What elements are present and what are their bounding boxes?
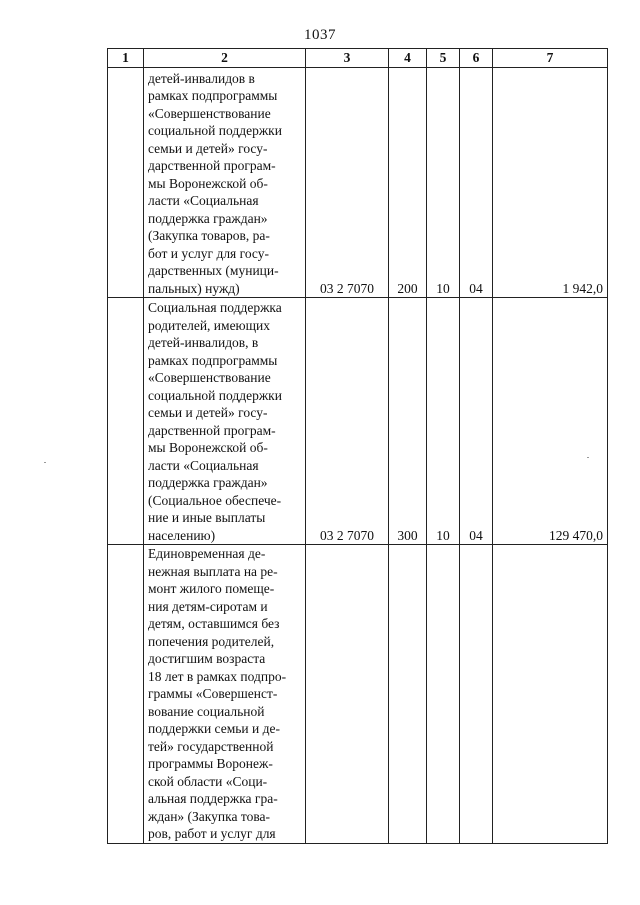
header-col-6: 6 [460, 49, 493, 68]
description-text: Единовременная де- нежная выплата на ре- монт жилого помеще- ния детям-сиротам и детям, оставшимся без попечения родителей, достигшим возраста 18 лет в рамках подпро- граммы «Совершенст- вование социальной поддержки семьи и де- тей» государственной программы Воронеж- ской области «Соци- альная поддержка гра- ждан» (Закупка това- ров, работ и услуг для [148, 546, 287, 841]
table-row [108, 68, 608, 298]
budget-table [107, 48, 608, 844]
description-text: Социальная поддержка родителей, имеющих детей-инвалидов, в рамках подпрограммы «Совершенствование социальной поддержки семьи и детей» госу- дарственной програм- мы Воронежской об- ласти «Социальная поддержка граждан» (Социальное обеспече- ние и иные выплаты населению) [148, 300, 282, 543]
description-cell [144, 298, 306, 545]
header-col-5: 5 [427, 49, 460, 68]
target-article-cell: 03 2 7070 [306, 68, 389, 298]
header-col-1: 1 [108, 49, 144, 68]
header-col-4: 4 [389, 49, 427, 68]
description-text: детей-инвалидов в рамках подпрограммы «Совершенствование социальной поддержки семьи и детей» госу- дарственной програм- мы Воронежской об- ласти «Социальная поддержка граждан» (Закупка товаров, ра- бот и услуг для госу- дарственных (муници- пальных) нужд) [148, 70, 282, 296]
header-col-7: 7 [493, 49, 608, 68]
page-number: 1037 [304, 27, 336, 43]
scan-speck [587, 457, 589, 458]
amount-cell: 129 470,0 [493, 298, 608, 545]
table-header-row [108, 49, 608, 68]
description-cell [144, 68, 306, 298]
row-number-cell [108, 545, 144, 844]
amount-cell [493, 545, 608, 844]
header-col-2: 2 [144, 49, 306, 68]
expense-type-cell [389, 545, 427, 844]
expense-type-cell: 300 [389, 298, 427, 545]
description-cell [144, 545, 306, 844]
target-article-cell [306, 545, 389, 844]
section-cell: 10 [427, 68, 460, 298]
subsection-cell: 04 [460, 298, 493, 545]
subsection-cell: 04 [460, 68, 493, 298]
subsection-cell [460, 545, 493, 844]
section-cell [427, 545, 460, 844]
expense-type-cell: 200 [389, 68, 427, 298]
table-row [108, 298, 608, 545]
amount-cell: 1 942,0 [493, 68, 608, 298]
table-row [108, 545, 608, 844]
target-article-cell: 03 2 7070 [306, 298, 389, 545]
row-number-cell [108, 68, 144, 298]
scan-speck [44, 462, 46, 463]
section-cell: 10 [427, 298, 460, 545]
row-number-cell [108, 298, 144, 545]
header-col-3: 3 [306, 49, 389, 68]
